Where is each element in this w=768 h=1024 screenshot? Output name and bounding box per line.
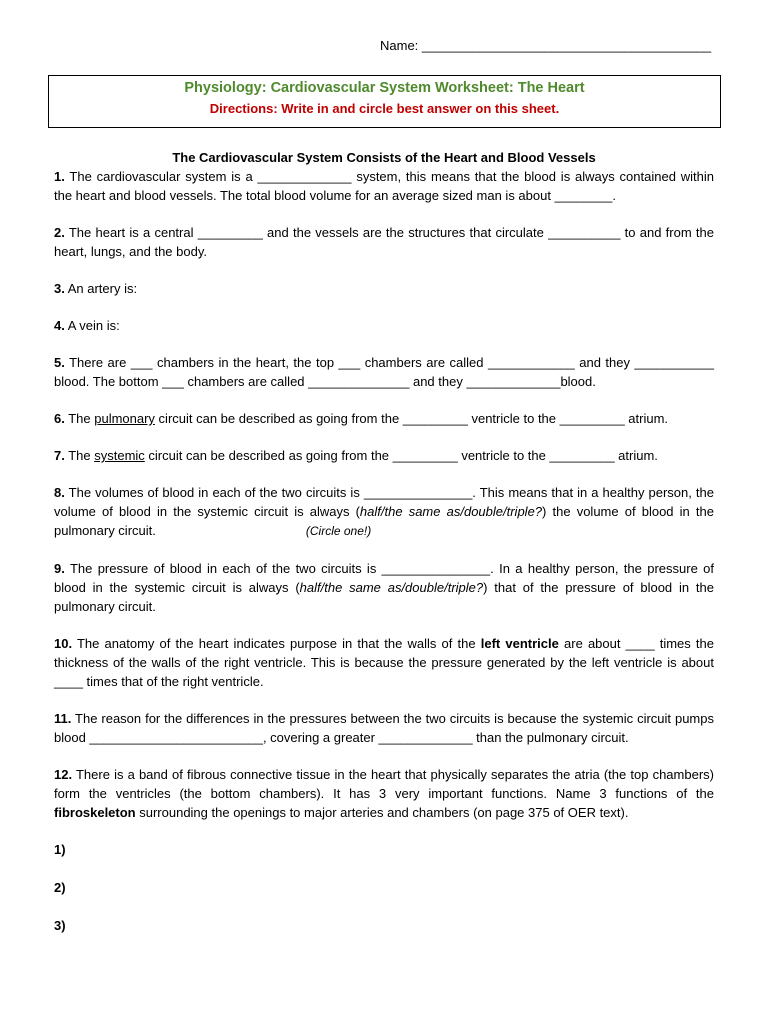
worksheet-title: Physiology: Cardiovascular System Worksheet: The Heart [184, 80, 585, 96]
question-number: 2. [54, 225, 65, 240]
question-text: There are ___ chambers in the heart, the top ___ chambers are called ____________ and they ___________ blood. The bottom ___ chambers are called ______________ and they _____________blood. [54, 355, 714, 389]
term-fibroskeleton: fibroskeleton [54, 805, 136, 820]
question-number: 4. [54, 318, 65, 333]
question-11 [54, 709, 714, 747]
question-text: The volumes of blood in each of the two circuits is _______________. This means that in a healthy person, the volume of blood in the systemic circuit is always ( [54, 485, 714, 519]
answer-line-3[interactable]: 3) [54, 918, 66, 933]
worksheet-content [54, 148, 714, 954]
question-text: An artery is: [64, 281, 138, 296]
term-systemic: systemic [94, 448, 145, 463]
circle-one-note: (Circle one!) [305, 524, 372, 538]
question-5 [54, 353, 714, 391]
question-number: 10. [54, 636, 73, 651]
question-text: The cardiovascular system is a _____________ system, this means that the blood is always contained within the heart and blood vessels. The total blood volume for an average sized man is about ________. [54, 169, 714, 203]
question-text: The heart is a central _________ and the vessels are the structures that circulate __________ to and from the heart, lungs, and the body. [54, 225, 714, 259]
question-12 [54, 765, 714, 822]
question-text: surrounding the openings to major arteries and chambers (on page 375 of OER text). [135, 805, 629, 820]
answer-line-1[interactable]: 1) [54, 842, 66, 857]
question-number: 12. [54, 767, 73, 782]
question-number: 5. [54, 355, 65, 370]
question-number: 6. [54, 411, 65, 426]
question-1 [54, 167, 714, 205]
answer-line-2[interactable]: 2) [54, 880, 66, 895]
term-pulmonary: pulmonary [94, 411, 155, 426]
circle-options[interactable]: half/the same as/double/triple? [299, 580, 484, 595]
question-text: The pressure of blood in each of the two circuits is _______________. In a healthy person, the pressure of blood in the systemic circuit is always ( [54, 561, 714, 595]
question-4 [54, 316, 714, 335]
question-text: The [64, 411, 95, 426]
question-text: circuit can be described as going from the _________ ventricle to the _________ atrium. [154, 411, 669, 426]
question-number: 8. [54, 485, 65, 500]
question-text: A vein is: [64, 318, 120, 333]
question-6 [54, 409, 714, 428]
question-text: The [64, 448, 95, 463]
directions: Directions: Write in and circle best answer on this sheet. [209, 101, 560, 116]
title-box [48, 75, 721, 128]
question-3 [54, 279, 714, 298]
circle-options[interactable]: half/the same as/double/triple? [359, 504, 543, 519]
question-2 [54, 223, 714, 261]
question-number: 3. [54, 281, 65, 296]
question-7 [54, 446, 714, 465]
question-number: 1. [54, 169, 65, 184]
question-text: The anatomy of the heart indicates purpose in that the walls of the [72, 636, 481, 651]
question-9 [54, 559, 714, 616]
question-number: 7. [54, 448, 65, 463]
question-text: ) that of the pressure of blood in the pulmonary circuit. [54, 580, 714, 614]
name-field[interactable]: Name: ________________________________________ [380, 38, 712, 53]
question-text: ) the volume of blood in the pulmonary circuit. [54, 504, 714, 538]
question-8 [54, 483, 714, 541]
question-text: The reason for the differences in the pressures between the two circuits is because the systemic circuit pumps blood ________________________, covering a greater _____________ than the pulmonary circuit. [54, 711, 714, 745]
question-text: circuit can be described as going from the _________ ventricle to the _________ atrium. [144, 448, 658, 463]
question-text: are about ____ times the thickness of the walls of the right ventricle. This is because the pressure generated by the left ventricle is about ____ times that of the right ventricle. [54, 636, 714, 689]
question-number: 9. [54, 561, 65, 576]
question-text: There is a band of fibrous connective tissue in the heart that physically separates the atria (the top chambers) form the ventricles (the bottom chambers). It has 3 very important functions. Name 3 functions of the [54, 767, 714, 801]
term-left-ventricle: left ventricle [480, 636, 559, 651]
question-number: 11. [54, 711, 72, 726]
section-heading: The Cardiovascular System Consists of the Heart and Blood Vessels [172, 150, 596, 165]
question-10 [54, 634, 714, 691]
